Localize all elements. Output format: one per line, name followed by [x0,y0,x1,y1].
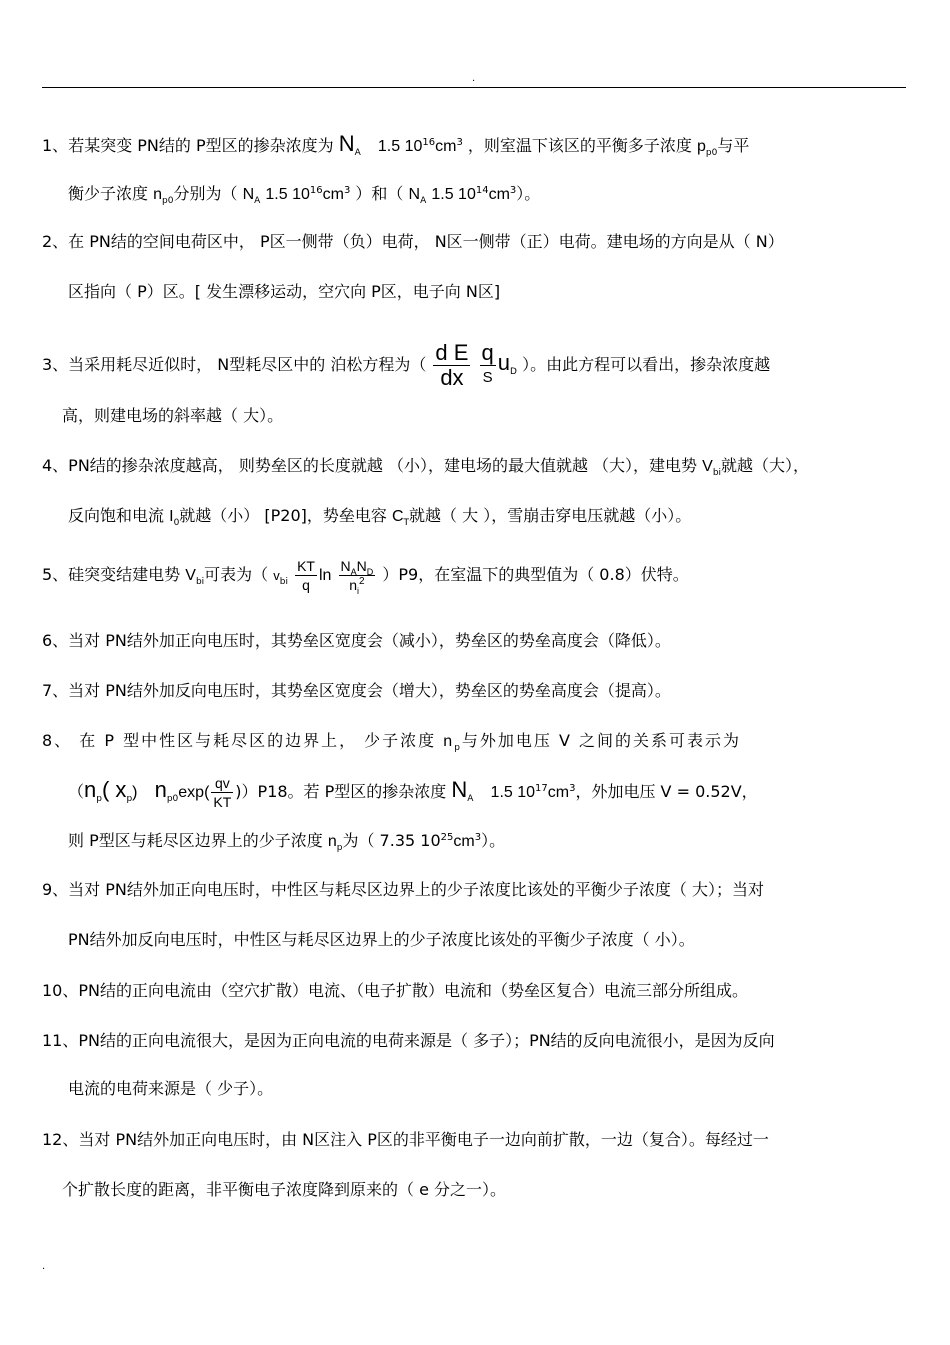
q3-text-b: ）。由此方程可以看出，掺杂浓度越 [522,355,771,374]
q12-line2: 个扩散长度的距离，非平衡电子浓度降到原来的（ e 分之一）。 [62,1180,507,1199]
q11-line2: 电流的电荷来源是（ 少子）。 [68,1079,274,1098]
q5-ni-exp: 2 [359,576,365,587]
q5-f1-den: q [302,577,310,593]
q1-ans1-na-sub: A [254,196,261,207]
q5-nd-sub: D [366,566,374,577]
q8-f-num: qv [211,774,233,793]
q1-unit: cm [435,138,457,155]
q3-frac2-num: q [481,340,494,365]
q3-frac1-num: d E [435,340,469,365]
q8-l2-np: n [84,777,97,802]
q5-vbi-sub: bi [195,577,205,588]
q8-f-den: KT [213,794,232,810]
q1-value: 1.5 10 [377,138,423,155]
q5-frac-nand [339,557,376,594]
q12-line1: 12、当对 PN结外加正向电压时，由 N区注入 P区的非平衡电子一边向前扩散，一边（复合）。每经过一 [42,1130,769,1149]
q8-l2-end: )）P18。若 P型区的掺杂浓度 [235,782,447,801]
q4-ct-sub: T [403,518,410,529]
q3-line2: 高，则建电场的斜率越（ 大）。 [62,406,284,425]
q1-l2-d: ）。 [516,184,541,203]
q8-l3-exp: 25 [440,832,454,843]
q4-l2-b: 就越（小） [P20]，势垒电容 [179,506,387,525]
q5-text-b: 可表为（ [204,565,269,584]
q1-ans1-na: N [242,186,255,203]
q4-vbi: V [702,458,713,475]
q4-text-b: 就越（大）， [721,456,810,475]
q1-np0-sub: p0 [162,196,174,207]
q8-val: 1.5 10 [490,784,536,801]
q3-line1 [42,341,906,390]
q5-ln: ln [318,567,332,584]
q4-vbi-sub: bi [712,468,722,479]
q8-text-b: 与外加电压 V 之间的关系可表示为 [461,731,742,750]
q3-frac-q-s [480,341,496,390]
q1-text-a: 若某突变 PN结的 P型区的掺杂浓度为 [68,136,334,155]
q10-line: 10、PN结的正向电流由（空穴扩散）电流、（电子扩散）电流和（势垒区复合）电流三部分所组成。 [42,981,748,1000]
q2-line1: 2、在 PN结的空间电荷区中， P区一侧带（负）电荷， N区一侧带（正）电荷。建电场的方向是从（ N） [42,232,784,251]
q4-ct: C [391,508,404,525]
q3-frac1-den: dx [440,365,464,390]
q1-ans1-exp: 16 [309,185,323,196]
q8-l3-a: 则 P型区与耗尽区边界上的少子浓度 [68,831,323,850]
q1-na-sub: A [354,148,361,159]
q8-line1 [42,728,906,755]
q8-l3-unit: cm [453,833,475,850]
q8-l2-tail: ，外加电压 V = 0.52V， [575,782,758,801]
q4-line2 [42,503,932,530]
q1-number: 1、 [42,136,69,155]
q3-text-a: 3、当采用耗尽近似时， N型耗尽区中的 泊松方程为（ [42,355,427,374]
q1-ans1-val: 1.5 10 [265,186,310,203]
q1-ans1-unit: cm [322,186,344,203]
q1-unit-exp: 3 [456,137,463,148]
q1-na: N [338,131,355,156]
q11-line1: 11、PN结的正向电流很大，是因为正向电流的电荷来源是（ 多子）；PN结的反向电流很小，是因为反向 [42,1031,775,1050]
q5-vbi: V [185,567,196,584]
q5-text-a: 5、硅突变结建电势 [42,565,181,584]
q1-ans2-val: 1.5 10 [431,186,476,203]
q4-line1 [42,453,906,480]
q5-frac-kt-q [295,557,317,594]
q1-ans2-na: N [408,186,421,203]
q9-line1: 9、当对 PN结外加正向电压时，中性区与耗尽区边界上的少子浓度比该处的平衡少子浓度（ 大）；当对 [42,880,764,899]
q5-v-sub: bi [279,577,288,588]
q8-l3-np: n [327,833,337,850]
q8-line2 [42,770,932,813]
q3-ud: u [497,350,511,375]
q1-pp0-sub: p0 [705,148,718,159]
q5-na: N [340,558,351,574]
q5-ni: n [349,577,358,593]
q8-val-exp: 17 [535,783,548,794]
q3-frac-de-dx [433,341,470,390]
q7-line: 7、当对 PN结外加反向电压时，其势垒区宽度会（增大），势垒区的势垒高度会（提高）。 [42,681,671,700]
q8-l3-b: 为（ 7.35 10 [342,831,441,850]
q8-l3-c: ）。 [481,831,506,850]
q8-l3-np-sub: p [336,843,343,854]
q1-ans2-unit: cm [488,186,510,203]
q8-na-sub: A [467,794,474,805]
q8-frac-qv-kt [211,774,233,811]
q8-l3-unit-exp: 3 [474,832,482,843]
q4-i0: I [169,508,174,525]
q5-na-sub: A [350,566,357,577]
q5-text-c: ）P9，在室温下的典型值为（ 0.8）伏特。 [382,565,689,584]
q4-i0-sub: 0 [173,518,180,529]
q8-l2-np-sub: p [96,794,102,805]
q8-l2-close: ) [132,784,138,801]
q5-ni-sub: i [357,585,360,596]
q8-l2-np0-sub: p0 [166,794,179,805]
q4-l2-a: 反向饱和电流 [68,506,165,525]
q1-l2-a: 衡少子浓度 [68,184,149,203]
q8-line3 [42,828,932,855]
q4-l2-c: 就越（ 大 ），雪崩击穿电压就越（小）。 [409,506,692,525]
q1-ans2-na-sub: A [420,196,427,207]
q8-text-a: 8、 在 P 型中性区与耗尽区的边界上， 少子浓度 [42,731,437,750]
q3-frac2-den: S [482,369,493,386]
q1-text-b: ，则室温下该区的平衡多子浓度 [467,136,692,155]
q4-text-a: 4、PN结的掺杂浓度越高， 则势垒区的长度就越 （小），建电场的最大值就越 （大），建电势 [42,456,698,475]
q8-unit: cm [547,784,570,801]
q1-np0: n [153,186,163,203]
q8-l2-xp: ( x [101,777,127,802]
q8-l2-np0: n [154,777,167,802]
q1-text-c: 与平 [717,136,750,155]
q8-open: （ [68,782,85,801]
q9-line2: PN结外加反向电压时，中性区与耗尽区边界上的少子浓度比该处的平衡少子浓度（ 小）。 [68,930,695,949]
q1-l2-c: ）和（ [355,184,404,203]
q1-ans2-exp: 14 [475,185,489,196]
q3-ud-sub: D [510,367,517,378]
header-dot: . [472,73,476,84]
q1-line1 [42,131,906,160]
q6-line: 6、当对 PN结外加正向电压时，其势垒区宽度会（减小），势垒区的势垒高度会（降低）。 [42,631,671,650]
footer-dot: . [42,1261,46,1272]
q1-line2 [42,181,932,208]
q8-na: N [451,777,468,802]
q8-l2-exp: exp( [178,784,210,801]
q2-line2: 区指向（ P）区。[ 发生漂移运动，空穴向 P区，电子向 N区] [68,282,501,301]
q1-ans1-unit-exp: 3 [343,185,351,196]
q8-unit-exp: 3 [569,783,576,794]
header-rule [42,87,906,88]
q8-l2-xp-sub: p [126,794,133,805]
q8-np-sub: p [454,743,462,754]
q5-f1-num: KT [297,558,315,574]
q1-l2-b: 分别为（ [173,184,238,203]
q1-pp0: p [697,138,706,155]
q5-line [42,555,906,596]
q1-ans2-unit-exp: 3 [509,185,517,196]
q5-nd: N [356,558,367,574]
q1-exp: 16 [422,137,436,148]
q8-np: n [443,733,455,750]
q5-v: v [273,568,280,583]
